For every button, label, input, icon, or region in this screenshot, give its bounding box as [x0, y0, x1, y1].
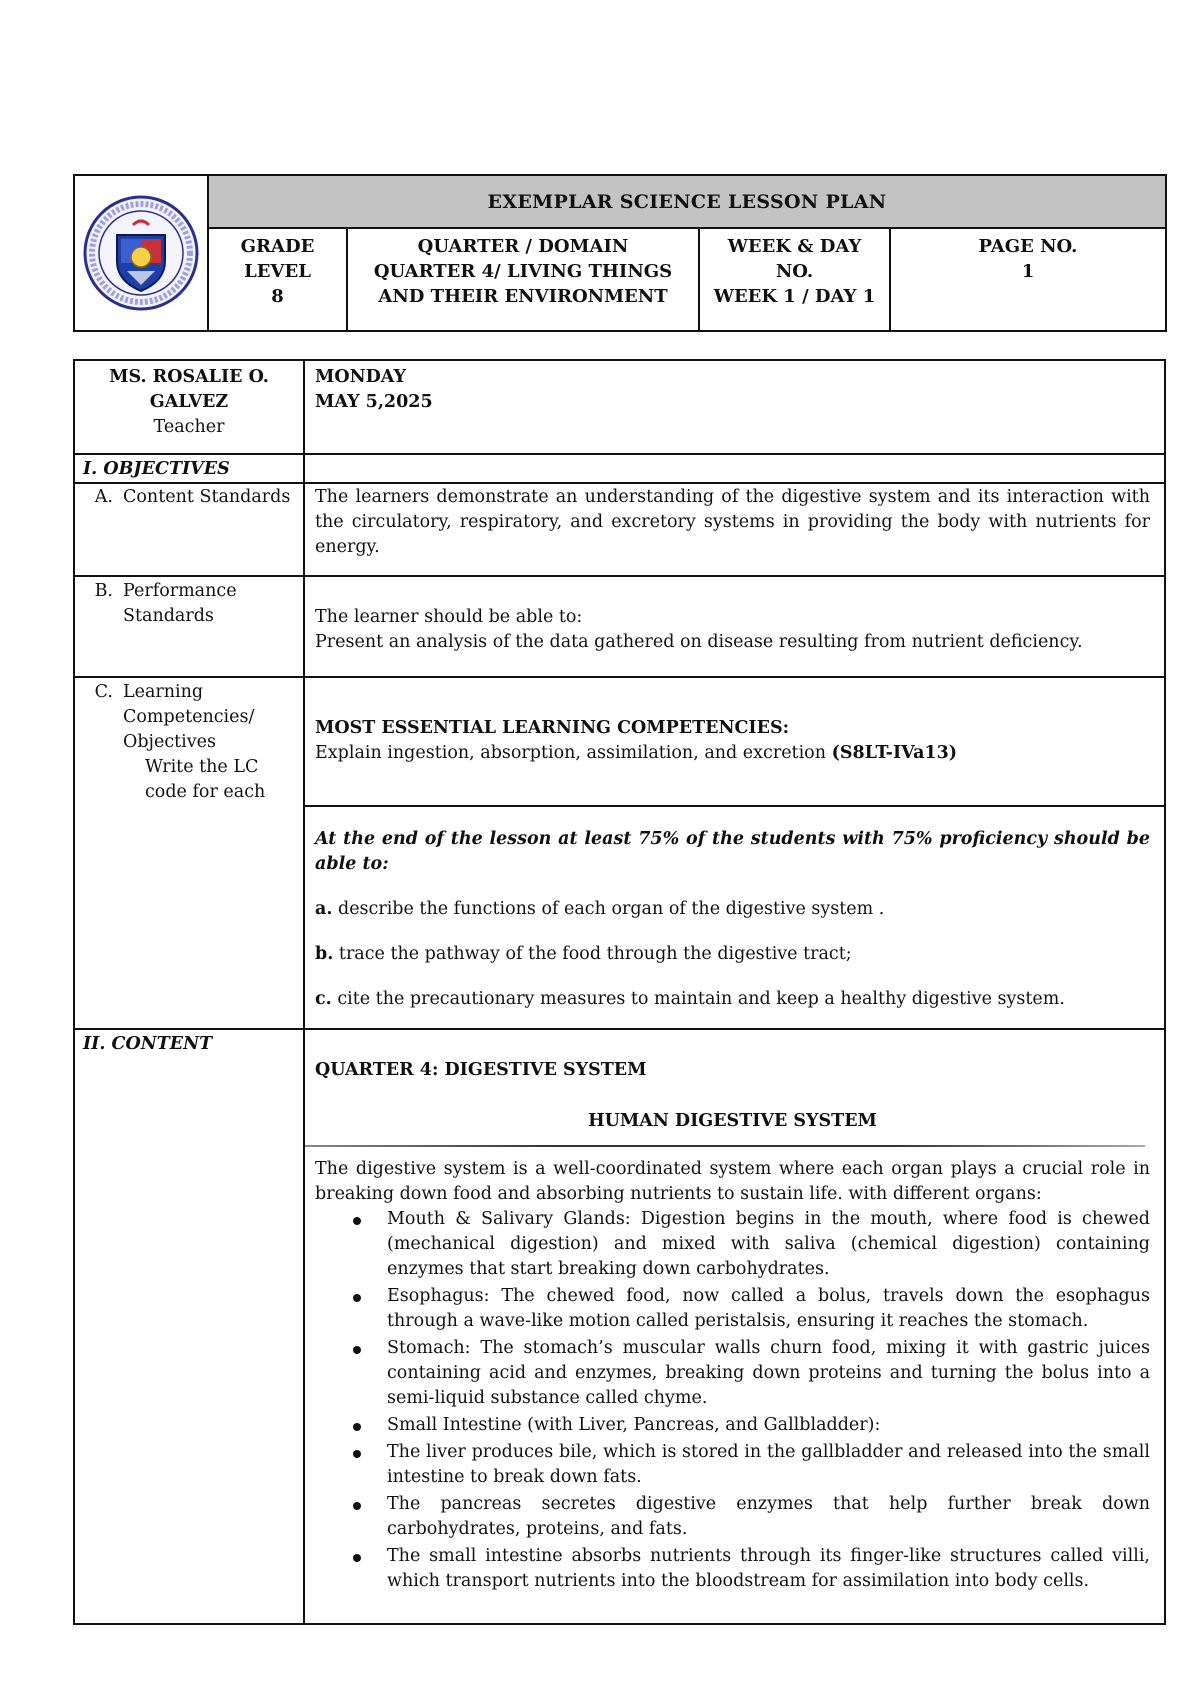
objective-item-c [315, 987, 1150, 1012]
competencies-label-cell [75, 680, 303, 805]
objectives-heading: I. OBJECTIVES [83, 459, 230, 479]
objective-letter-a: a. [315, 899, 333, 919]
grade-level-label: GRADE LEVEL [240, 236, 315, 282]
lesson-date: MAY 5,2025 [315, 392, 433, 412]
grade-level-cell [209, 229, 348, 330]
content-standards-label-cell [75, 485, 303, 510]
bullet-icon [353, 1217, 361, 1225]
row-divider [304, 805, 1164, 807]
bullet-icon [353, 1294, 361, 1302]
competencies-label: Learning Competencies/ Objectives [123, 682, 255, 752]
teacher-name: MS. ROSALIE O. GALVEZ [109, 367, 269, 412]
objective-letter-c: c. [315, 989, 332, 1009]
list-item: Esophagus: The chewed food, now called a bolus, travels down the esophagus through a wave-like motion called peristalsis, ensuring it reaches the stomach. [315, 1284, 1150, 1334]
row-divider [75, 575, 1164, 577]
bullet-icon [353, 1450, 361, 1458]
objective-item-a [315, 897, 1150, 922]
list-item: The pancreas secretes digestive enzymes that help further break down carbohydrates, proteins, and fats. [315, 1492, 1150, 1542]
topic-title: HUMAN DIGESTIVE SYSTEM [588, 1111, 877, 1131]
page-no-label: PAGE NO. [978, 236, 1078, 257]
objective-item-b [315, 942, 1150, 967]
performance-standards-text [307, 605, 1160, 655]
objective-text-b: trace the pathway of the food through the digestive tract; [333, 944, 852, 964]
content-body [307, 1157, 1160, 1596]
performance-standards-letter: B. [94, 581, 113, 601]
row-divider [75, 453, 1164, 455]
title-underline [305, 1145, 1145, 1147]
objective-text-a: describe the functions of each organ of the digestive system . [332, 899, 885, 919]
content-heading: II. CONTENT [83, 1034, 213, 1054]
quarter-domain-cell [348, 229, 700, 330]
column-divider [303, 361, 305, 1623]
quarter-domain-label: QUARTER / DOMAIN [417, 236, 629, 257]
list-item: Small Intestine (with Liver, Pancreas, and Gallbladder): [315, 1413, 1150, 1438]
objectives-goal: At the end of the lesson at least 75% of the students with 75% proficiency should be able to: [315, 829, 1150, 874]
melc-text: Explain ingestion, absorption, assimilation, and excretion [315, 743, 826, 763]
content-intro: The digestive system is a well-coordinated system where each organ plays a crucial role in breaking down food and absorbing nutrients to sustain life. with different organs: [315, 1159, 1150, 1204]
melc-heading: MOST ESSENTIAL LEARNING COMPETENCIES: [315, 718, 790, 738]
row-divider [75, 482, 1164, 484]
grade-level-value: 8 [271, 286, 284, 307]
teacher-cell [75, 365, 303, 440]
header-title: EXEMPLAR SCIENCE LESSON PLAN [209, 176, 1165, 229]
objectives-list-block [307, 827, 1160, 1012]
teacher-role: Teacher [153, 417, 225, 437]
row-divider [75, 1028, 1164, 1030]
logo-cell [75, 176, 209, 330]
week-day-value: WEEK 1 / DAY 1 [713, 286, 876, 307]
organ-list [315, 1207, 1150, 1594]
melc-code: (S8LT-IVa13) [831, 743, 958, 763]
page-no-cell [891, 229, 1165, 330]
date-cell [307, 365, 1160, 415]
competencies-sublabel: Write the LC code for each [145, 757, 266, 802]
bullet-icon [353, 1502, 361, 1510]
content-standards-letter: A. [94, 487, 113, 507]
melc-block [307, 716, 1160, 766]
header-table [73, 174, 1167, 332]
list-item: The small intestine absorbs nutrients through its finger-like structures called villi, which transport nutrients into the bloodstream for assimilation into body cells. [315, 1544, 1150, 1594]
list-item: Mouth & Salivary Glands: Digestion begins in the mouth, where food is chewed (mechanical digestion) and mixed with saliva (chemical digestion) containing enzymes that start breaking down carbohydrates. [315, 1207, 1150, 1282]
bullet-icon [353, 1554, 361, 1562]
competencies-letter: C. [94, 682, 113, 702]
week-day-cell [700, 229, 891, 330]
lesson-day: MONDAY [315, 367, 406, 387]
performance-standards-label-cell [75, 579, 303, 629]
quarter-title: QUARTER 4: DIGESTIVE SYSTEM [315, 1060, 647, 1080]
lesson-table [73, 359, 1166, 1625]
content-standards-text: The learners demonstrate an understanding of the digestive system and its interaction with the circulatory, respiratory, and excretory systems in providing the body with nutrients for energy. [315, 487, 1150, 557]
performance-standards-line1: The learner should be able to: [315, 607, 583, 627]
bullet-icon [353, 1346, 361, 1354]
page-no-value: 1 [1021, 261, 1035, 282]
bullet-icon [353, 1423, 361, 1431]
melc-line [315, 741, 1150, 766]
list-item: Stomach: The stomach’s muscular walls churn food, mixing it with gastric juices containing acid and enzymes, breaking down proteins and turning the bolus into a semi-liquid substance called chyme. [315, 1336, 1150, 1411]
objective-letter-b: b. [315, 944, 334, 964]
content-standards-label: Content Standards [123, 487, 291, 507]
deped-seal-icon [83, 195, 199, 311]
performance-standards-label: Performance Standards [123, 581, 237, 626]
row-divider [75, 676, 1164, 678]
objective-text-c: cite the precautionary measures to maintain and keep a healthy digestive system. [331, 989, 1065, 1009]
quarter-domain-value: QUARTER 4/ LIVING THINGS AND THEIR ENVIRONMENT [373, 261, 673, 307]
list-item: The liver produces bile, which is stored in the gallbladder and released into the small intestine to break down fats. [315, 1440, 1150, 1490]
performance-standards-line2: Present an analysis of the data gathered on disease resulting from nutrient deficiency. [315, 632, 1083, 652]
week-day-label: WEEK & DAY NO. [727, 236, 862, 282]
